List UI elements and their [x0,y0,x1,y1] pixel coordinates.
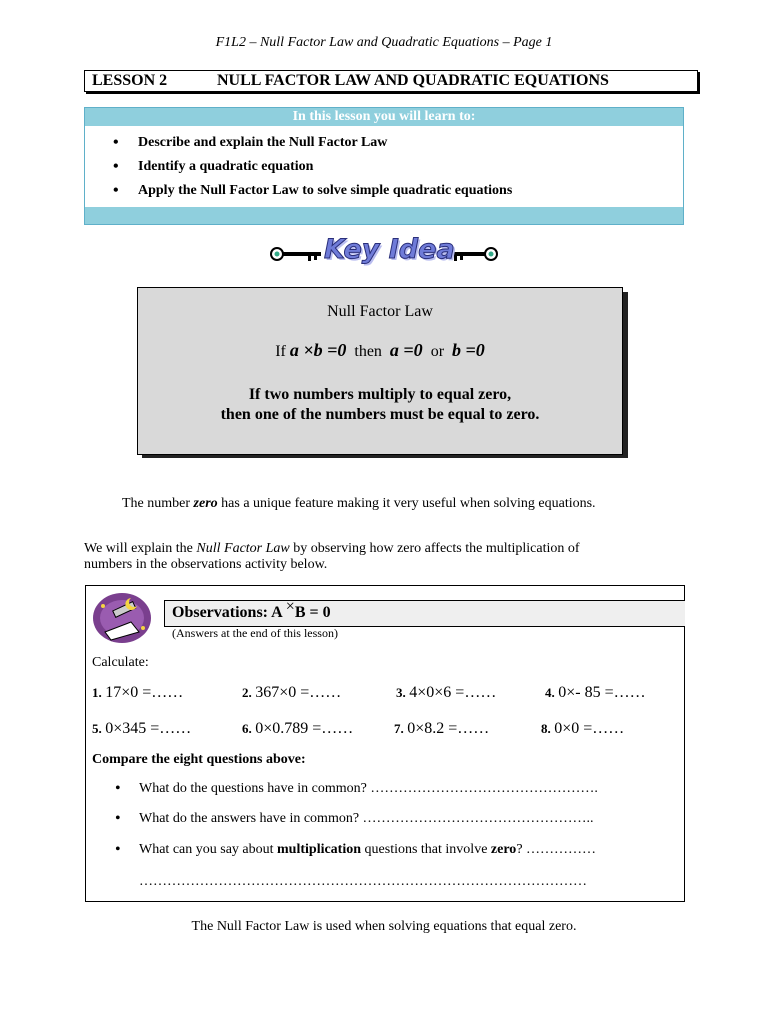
question-7: 7. 0×8.2 =…… [394,720,490,737]
compare-bullet-1: • What do the questions have in common? …………………………………………. [139,781,598,797]
formula-or: or [430,343,445,360]
calculate-label: Calculate: [92,655,149,670]
compare-heading: Compare the eight questions above: [92,752,306,767]
compare-bullet-2: • What do the answers have in common? ………………………………………….. [139,811,594,827]
null-factor-law-box [137,287,623,455]
observations-subtitle: (Answers at the end of this lesson) [172,626,338,640]
lesson-title: NULL FACTOR LAW AND QUADRATIC EQUATIONS [217,72,609,89]
null-factor-law-formula [138,340,622,361]
observations-title-bar [164,600,685,627]
learning-objectives-box [84,107,684,225]
page-header: F1L2 – Null Factor Law and Quadratic Equations – Page 1 [215,35,553,50]
formula-lhs: a ×b =0 [289,340,347,360]
question-2: 2. 367×0 =…… [242,684,342,701]
question-4: 4. 0×- 85 =…… [545,684,646,701]
question-5: 5. 0×345 =…… [92,720,192,737]
answer-dots-line: …………………………………………………………………………………… [139,874,587,889]
lesson-number: LESSON 2 [92,72,168,89]
objective-item: • Describe and explain the Null Factor Law [85,134,512,158]
lesson-title-bar [84,70,698,92]
statement-line-2: then one of the numbers must be equal to zero. [220,406,540,423]
intro-paragraph: The number zero has a unique feature making it very useful when solving equations. [122,496,596,511]
key-idea-banner [268,234,500,272]
telescope-icon [91,588,153,646]
formula-if: If [275,343,286,360]
observations-box [85,585,685,902]
formula-a-eq: a =0 [389,340,423,360]
question-6: 6. 0×0.789 =…… [242,720,354,737]
question-1: 1. 17×0 =…… [92,684,184,701]
objective-item: • Identify a quadratic equation [85,158,512,182]
learning-objectives-heading: In this lesson you will learn to: [85,108,683,126]
key-idea-label: Key Idea [324,234,455,265]
null-factor-law-title: Null Factor Law [327,303,433,320]
question-8: 8. 0×0 =…… [541,720,625,737]
objective-item: • Apply the Null Factor Law to solve simple quadratic equations [85,182,512,206]
learning-objectives-footer [85,207,683,224]
statement-line-1: If two numbers multiply to equal zero, [248,386,512,403]
explain-paragraph: We will explain the Null Factor Law by observing how zero affects the multiplication of numbers in the observations activity below. [84,541,580,572]
formula-then: then [354,343,382,360]
observations-title: Observations: A ×B = 0 [172,598,331,621]
null-factor-law-statement [138,385,622,425]
closing-text: The Null Factor Law is used when solving equations that equal zero. [191,919,577,934]
formula-b-eq: b =0 [452,340,485,360]
question-3: 3. 4×0×6 =…… [396,684,497,701]
compare-bullet-3: • What can you say about multiplication questions that involve zero? …………… [139,842,596,858]
